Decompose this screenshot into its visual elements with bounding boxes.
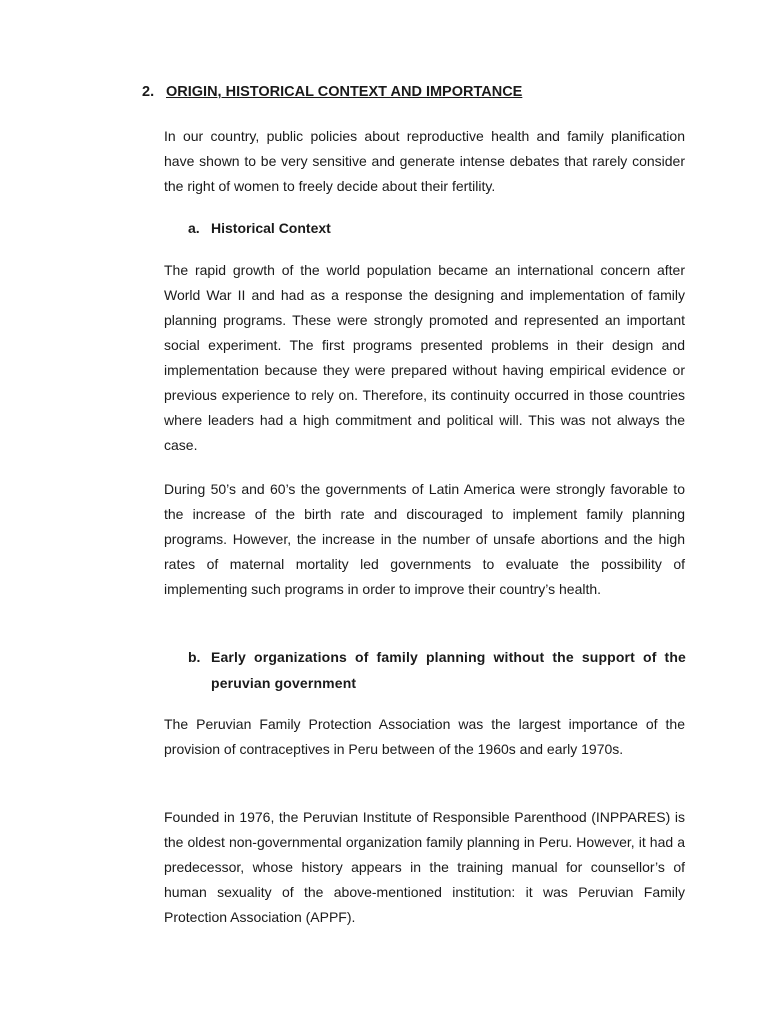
subsection-a-heading <box>188 216 331 241</box>
subsection-a-letter: a. <box>188 220 200 236</box>
subsection-b-title: Early organizations of family planning without the support of the peruvian government <box>211 649 686 691</box>
subsection-b-letter: b. <box>188 649 201 665</box>
early-organizations-paragraph-1: The Peruvian Family Protection Association was the largest importance of the provision of contraceptives in Peru between of the 1960s and early 1970s. <box>164 716 685 757</box>
section-title: ORIGIN, HISTORICAL CONTEXT AND IMPORTANCE <box>166 84 523 100</box>
subsection-b-heading <box>188 644 686 696</box>
historical-context-paragraph-1: The rapid growth of the world population became an international concern after World War II and had as a response the designing and implementation of family planning programs. These were strongly promoted and represented an important social experiment. The first programs presented problems in their design and implementation because they were prepared without having empirical evidence or previous experience to rely on. Therefore, its continuity occurred in those countries where leaders had a high commitment and political will. This was not always the case. <box>164 262 685 453</box>
section-heading <box>142 84 522 100</box>
intro-paragraph: In our country, public policies about reproductive health and family planification have shown to be very sensitive and generate intense debates that rarely consider the right of women to freely decide about their fertility. <box>164 128 685 194</box>
section-number: 2. <box>142 84 155 100</box>
early-organizations-paragraph-2: Founded in 1976, the Peruvian Institute of Responsible Parenthood (INPPARES) is the oldest non-governmental organization family planning in Peru. However, it had a predecessor, whose history appears in the training manual for counsellor’s of human sexuality of the above-mentioned institution: it was Peruvian Family Protection Association (APPF). <box>164 809 685 925</box>
subsection-a-title: Historical Context <box>211 220 331 236</box>
historical-context-paragraph-2: During 50’s and 60’s the governments of Latin America were strongly favorable to the increase of the birth rate and discouraged to implement family planning programs. However, the increase in the number of unsafe abortions and the high rates of maternal mortality led governments to evaluate the possibility of implementing such programs in order to improve their country’s health. <box>164 481 685 597</box>
